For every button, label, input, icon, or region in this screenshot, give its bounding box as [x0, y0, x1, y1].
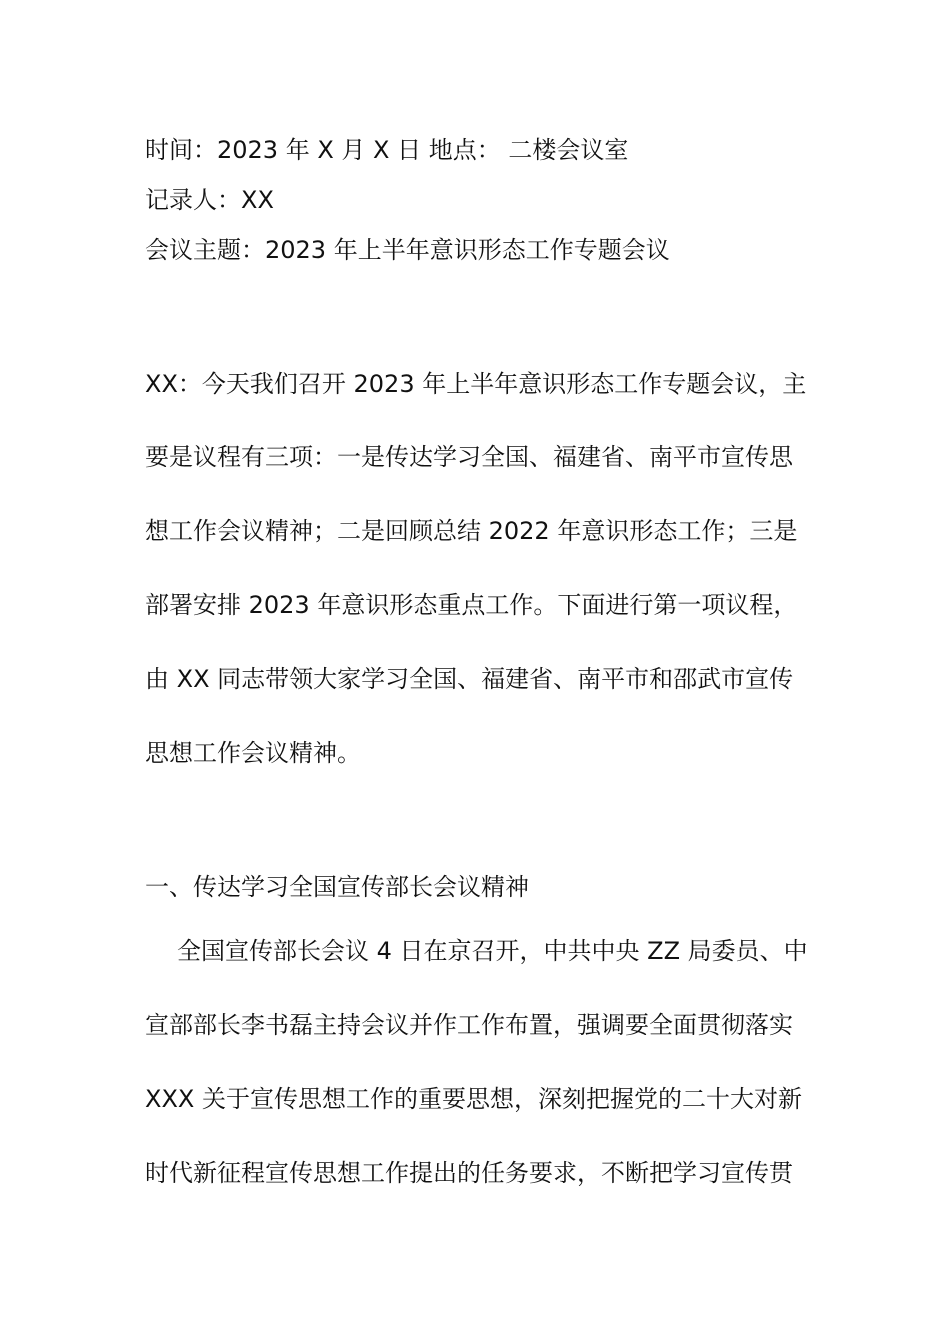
meeting-topic: 会议主题：2023 年上半年意识形态工作专题会议	[145, 236, 670, 264]
opening-line: 想工作会议精神；二是回顾总结 2022 年意识形态工作；三是	[145, 517, 798, 545]
section-body-line: 全国宣传部长会议 4 日在京召开，中共中央 ZZ 局委员、中	[177, 937, 808, 965]
opening-line: 要是议程有三项：一是传达学习全国、福建省、南平市宣传思	[145, 443, 793, 471]
section-body-line: 宣部部长李书磊主持会议并作工作布置，强调要全面贯彻落实	[145, 1011, 793, 1039]
meeting-time-location: 时间：2023 年 X 月 X 日 地点： 二楼会议室	[145, 136, 629, 164]
section-body-line: XXX 关于宣传思想工作的重要思想，深刻把握党的二十大对新	[145, 1085, 802, 1113]
meeting-recorder: 记录人：XX	[145, 186, 274, 214]
opening-line: 由 XX 同志带领大家学习全国、福建省、南平市和邵武市宣传	[145, 665, 794, 693]
section-heading: 一、传达学习全国宣传部长会议精神	[145, 873, 529, 901]
opening-line: 思想工作会议精神。	[145, 739, 361, 767]
opening-line: XX：今天我们召开 2023 年上半年意识形态工作专题会议，主	[145, 370, 807, 398]
section-body-line: 时代新征程宣传思想工作提出的任务要求，不断把学习宣传贯	[145, 1159, 793, 1187]
opening-line: 部署安排 2023 年意识形态重点工作。下面进行第一项议程，	[145, 591, 798, 619]
